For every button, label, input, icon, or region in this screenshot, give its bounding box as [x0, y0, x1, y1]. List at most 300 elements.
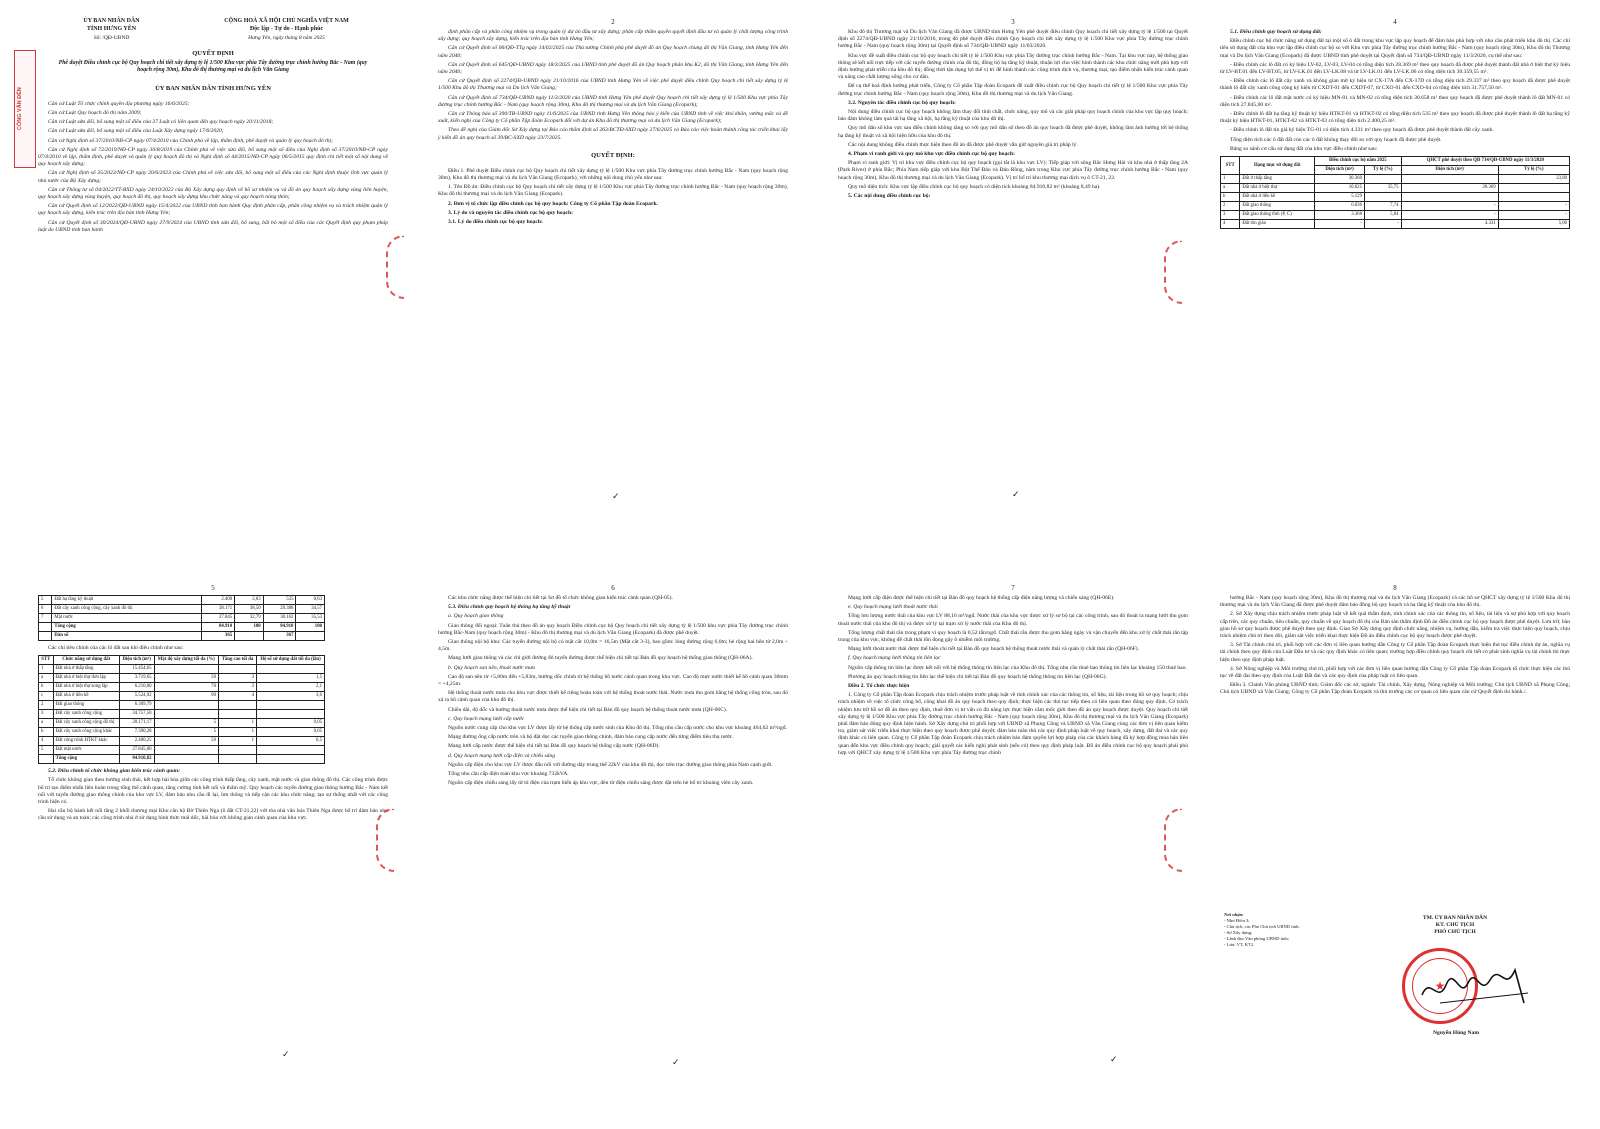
- paragraph: f. Quy hoạch mạng lưới thông tin liên lạc: [848, 655, 941, 662]
- table-row: [39, 674, 325, 683]
- article-1: [438, 168, 788, 226]
- table-cell: [39, 623, 52, 632]
- table-header: Mật độ xây dựng tối đa (%): [154, 656, 218, 665]
- table-cell: [154, 665, 218, 674]
- table-cell: 70: [154, 683, 218, 692]
- table-cell: Mặt nước: [52, 614, 202, 623]
- table-cell: 1,5: [257, 674, 325, 683]
- table-header: Tỷ lệ (%): [1364, 166, 1401, 175]
- table-cell: 34,57: [296, 605, 325, 614]
- paragraph: Căn cứ Quyết định số 734/QĐ-UBND ngày 11/3/2020 của UBND tỉnh Hưng Yên phê duyệt Quy hoạch chi tiết xây dựng tỷ lệ 1/500 Khu vực phía Tây đường trục chính hướng Bắc - Nam (quy hoạch rộng 30m), Khu đô thị thương mại và du lịch Văn Giang (Ecopark);: [438, 94, 788, 108]
- page-number: 4: [1393, 18, 1397, 26]
- table-cell: Đất nhà ở thấp tầng: [53, 665, 119, 674]
- table-cell: 27.845,00: [119, 746, 154, 755]
- table-cell: 4: [1221, 220, 1240, 229]
- table-cell: 1: [218, 737, 256, 746]
- table-cell: 7.390,28: [119, 728, 154, 737]
- table-cell: 29.388: [263, 605, 296, 614]
- paragraph: Tổ chức không gian theo hướng sinh thái, kết hợp hài hòa giữa các công trình thấp tầng, cây xanh, mặt nước và giao thông đô thị. Các công trình được bố trí tạo điểm nhấn liên hoàn trong tổng thể cảnh quan, tăng cường tính kết nối và thẩm mỹ. Quy hoạch các tuyến đường giao thông hướng Bắc - Nam kết nối với tuyến đường giao thông chính của khu vực LV, đảm bảo nhu cầu đi lại, lưu thông và tiếp cận các khu chức năng; tạo sự thống nhất với các công trình hiện có.: [38, 777, 388, 806]
- table-header: Diện tích (m²): [1401, 166, 1498, 175]
- table-header-row: [1221, 157, 1570, 166]
- table-cell: 28.369: [1401, 184, 1498, 193]
- table-header: Điều chỉnh cục bộ năm 2025: [1315, 157, 1401, 166]
- signature-block: [1380, 915, 1530, 936]
- page-number: 3: [1011, 18, 1015, 26]
- table-row: [39, 683, 325, 692]
- sign-org: TM. ỦY BAN NHÂN DÂN: [1422, 915, 1488, 921]
- table-header: Chức năng sử dụng đất: [53, 656, 119, 665]
- paragraph: Điều chỉnh cục bộ chức năng sử dụng đất tại một số ô đất trong khu vực lập quy hoạch để đảm bảo phù hợp với nhu cầu phát triển khu đô thị. Các chỉ tiêu sử dụng đất của khu vực lập điều chỉnh cục bộ so với Khu vực phía Tây đường trục chính hướng Bắc - Nam (quy hoạch rộng 30m), Khu đô thị Thương mại và Du lịch Văn Giang (Ecopark) đã được UBND tỉnh phê duyệt tại Quyết định số 734/QĐ-UBND ngày 11/3/2020, cụ thể như sau:: [1220, 38, 1570, 59]
- table-cell: a: [39, 674, 54, 683]
- table-cell: 50: [154, 674, 218, 683]
- paragraph: Căn cứ Nghị định số 72/2019/NĐ-CP ngày 30/8/2019 của Chính phủ về việc sửa đổi, bổ sung một số điều của Nghị định số 37/2010/NĐ-CP ngày 07/4/2010 về lập, thẩm định, phê duyệt và quản lý quy hoạch đô thị và Nghị định số 44/2015/NĐ-CP ngày 06/5/2015 quy định chi tiết một số nội dung về quy hoạch xây dựng;: [38, 146, 388, 168]
- table-cell: 5,06: [1498, 220, 1569, 229]
- document-page-2: [428, 12, 798, 537]
- table-cell: [218, 755, 256, 764]
- table-cell: 4: [39, 737, 54, 746]
- table-cell: 2: [39, 701, 54, 710]
- table-cell: -: [1401, 202, 1498, 211]
- table-cell: Đất mặt nước: [53, 746, 119, 755]
- paragraph: Theo đề nghị của Giám đốc Sở Xây dựng tại Báo cáo thẩm định số 263/BCTĐ-SXD ngày 27/6/2025 và Báo cáo việc hoàn thành công tác triển khai lấy ý kiến đồ án quy hoạch số 39/BC-SXD ngày 23/7/2025.: [438, 127, 788, 141]
- table-cell: 5.524,92: [119, 692, 154, 701]
- table-cell: 3: [1221, 211, 1240, 220]
- table-cell: [257, 710, 325, 719]
- table-cell: 15.454,65: [119, 665, 154, 674]
- paragraph: Căn cứ Quyết định số 12/2022/QĐ-UBND ngày 15/4/2022 của UBND tỉnh ban hành Quy định phân cấp, phân công nhiệm vụ và trách nhiệm quản lý quy hoạch xây dựng, kiến trúc trên địa bàn tỉnh Hưng Yên;: [38, 203, 388, 217]
- paragraph: Mạng đường ống cấp nước trên và bộ đặt dọc các tuyến giao thông chính, đảm bảo cung cấp nước đến từng điểm tiêu thụ nước.: [448, 734, 734, 741]
- recipient: - Chủ tịch, các Phó Chủ tịch UBND tỉnh;: [1224, 924, 1300, 929]
- paragraph: Nội dung điều chỉnh cục bộ quy hoạch không làm thay đổi tính chất, chức năng, quy mô và các giải pháp quy hoạch chính của khu vực lập quy hoạch; bảo đảm không làm quá tải hạ tầng xã hội, hạ tầng kỹ thuật của khu đô thị.: [838, 109, 1188, 123]
- table-cell: 535: [263, 596, 296, 605]
- place-date: Hưng Yên, ngày tháng 8 năm 2025: [248, 35, 325, 41]
- page-number: 7: [1011, 584, 1015, 592]
- table-cell: [154, 755, 218, 764]
- paragraph: 4. Phạm vi ranh giới và quy mô khu vực điều chỉnh cục bộ quy hoạch:: [848, 151, 1015, 158]
- paragraph: định phân cấp và phân công nhiệm vụ trong quản lý dự án đầu tư xây dựng; phân cấp thẩm quyền quyết định đầu tư và quản lý chất lượng công trình xây dựng; quy hoạch xây dựng, kiến trúc trên địa bàn tỉnh Hưng Yên;: [438, 29, 788, 43]
- table-cell: 10.025: [1315, 184, 1365, 193]
- decides-heading: QUYẾT ĐỊNH:: [591, 151, 635, 159]
- paragraph: Để cụ thể hoá định hướng phát triển, Công ty Cổ phần Tập đoàn Ecopark đề xuất điều chỉnh cục bộ Quy hoạch chi tiết tỷ lệ 1/500 Khu vực phía Tây đường trục chính hướng Bắc - Nam (quy hoạch rộng 30m), Khu đô thị thương mại và du lịch Văn Giang.: [838, 83, 1188, 97]
- table-cell: 2: [1221, 202, 1240, 211]
- table-cell: [1364, 193, 1401, 202]
- table-header-row: [39, 656, 325, 665]
- legal-basis-cont: [438, 29, 788, 142]
- table-cell: a: [1221, 184, 1240, 193]
- table-cell: 30.162: [263, 614, 296, 623]
- table-cell: 367: [263, 632, 296, 641]
- star-icon: ★: [1412, 958, 1468, 1014]
- table-row: [39, 596, 325, 605]
- table-cell: 7: [39, 614, 52, 623]
- table-cell: Đất nhà ở liền kề: [53, 692, 119, 701]
- paragraph: Giao thông nội bộ khu: Các tuyến đường nội bộ có mặt cắt 10,0m = 16,5m (Mặt cắt 3-3), bao gồm: lòng đường rộng 6,0m; hè rộng hai bên từ 2,0m ÷ 4,5m.: [438, 639, 788, 653]
- table-cell: 6: [39, 605, 52, 614]
- table-cell: 2,83: [235, 596, 263, 605]
- table-cell: 6.210,00: [119, 683, 154, 692]
- table-cell: 4.331: [1401, 220, 1498, 229]
- table-cell: 0,63: [296, 596, 325, 605]
- table-cell: 38.171: [202, 605, 235, 614]
- document-title: QUYẾT ĐỊNH: [192, 50, 234, 57]
- table-row: [39, 665, 325, 674]
- paragraph: 5.3. Điều chỉnh quy hoạch hệ thống hạ tầng kỹ thuật: [448, 604, 571, 611]
- table-cell: 365: [202, 632, 235, 641]
- table-cell: Đất cây xanh công cộng, cây xanh đô thị: [52, 605, 202, 614]
- table-cell: [257, 746, 325, 755]
- table-cell: 5: [154, 719, 218, 728]
- table-cell: 0,05: [257, 719, 325, 728]
- signer-name: Nguyễn Hùng Nam: [1432, 1030, 1479, 1036]
- initial-mark-icon: ✓: [612, 492, 620, 502]
- paragraph: Chiều dài, độ dốc và hướng thoát nước mưa được thể hiện chi tiết tại Bản đồ quy hoạch hệ thống thoát nước mưa (QH-06C).: [448, 706, 728, 713]
- paragraph: Giao thông đối ngoại: Tuân thủ theo đồ án quy hoạch Điều chỉnh cục bộ Quy hoạch chi tiết xây dựng tỷ lệ 1/500 khu vực phía Tây đường trục chính hướng Bắc-Nam (quy hoạch rộng 30m) - Khu đô thị thương mại và du lịch Văn Giang (Ecopark) đã được phê duyệt.: [438, 622, 788, 636]
- table-cell: [39, 632, 52, 641]
- paragraph: Các nội dung không điều chỉnh thực hiện theo đồ án đã được phê duyệt vẫn giữ nguyên giá trị pháp lý.: [848, 141, 1078, 148]
- paragraph: Căn cứ Luật Quy hoạch đô thị năm 2009;: [48, 110, 142, 117]
- page-body: [1220, 29, 1570, 153]
- table-cell: 5: [154, 728, 218, 737]
- document-page-6: [428, 578, 798, 1103]
- table-row: [1221, 211, 1570, 220]
- paragraph: Căn cứ Nghị định số 37/2010/NĐ-CP ngày 07/4/2010 của Chính phủ về lập, thẩm định, phê duyệt và quản lý quy hoạch đô thị;: [48, 137, 333, 144]
- table-cell: 5: [39, 746, 54, 755]
- table-cell: Đất cây xanh công cộng: [53, 710, 119, 719]
- table-header: Tỷ lệ (%): [1498, 166, 1569, 175]
- paragraph: Căn cứ Quyết định số 645/QĐ-UBND ngày 18/3/2025 của UBND tỉnh phê duyệt đồ án Quy hoạch phân khu K2, đô thị Văn Giang, tỉnh Hưng Yên đến năm 2040;: [438, 61, 788, 76]
- table-row: [39, 728, 325, 737]
- table-cell: [218, 665, 256, 674]
- table-cell: 34.757,50: [119, 710, 154, 719]
- table-cell: 90: [154, 692, 218, 701]
- paragraph: 3.1. Lý do điều chỉnh cục bộ quy hoạch:: [448, 219, 543, 226]
- table-row: [1221, 175, 1570, 184]
- paragraph: - Điều chỉnh lô đất tín giá ký hiệu TG-01 có diện tích 4.331 m² theo quy hoạch đã được phê duyệt thành đất cây xanh.: [1230, 127, 1494, 134]
- national-motto: CỘNG HOÀ XÃ HỘI CHỦ NGHĨA VIỆT NAM Độc lập - Tự do - Hạnh phúc: [224, 18, 349, 32]
- document-page-5: [28, 578, 398, 1103]
- table-cell: Tổng cộng: [53, 755, 119, 764]
- table-cell: [39, 755, 54, 764]
- table-row: [39, 746, 325, 755]
- table-cell: 3: [218, 683, 256, 692]
- table-cell: [257, 665, 325, 674]
- table-cell: [257, 755, 325, 764]
- lot-indicators-table: [38, 655, 325, 764]
- paragraph: 1. Tên Đồ án: Điều chỉnh cục bộ Quy hoạch chi tiết xây dựng tỷ lệ 1/500 Khu vực phía Tây đường trục chính hướng Bắc - Nam (quy hoạch rộng 30m), Khu đô thị thương mại và du lịch Văn Giang (Ecopark).: [438, 184, 788, 198]
- recipient: - Lưu: VT, KT2.: [1224, 942, 1255, 947]
- table-cell: 84.910,82: [119, 755, 154, 764]
- table-intro: Các chỉ tiêu chính của các lô đất sau khi điều chỉnh như sau:: [48, 645, 184, 651]
- table-cell: Đất ở thấp tầng: [1240, 175, 1315, 184]
- paragraph: Phương án quy hoạch thông tin liên lạc thể hiện chi tiết tại Bản đồ quy hoạch hệ thống thông tin liên lạc (QH-06G).: [848, 673, 1107, 680]
- paragraph: - Điều chỉnh các lô đất mặt nước có ký hiệu MN-01 và MN-02 có tổng diện tích 30.658 m² theo quy hoạch đã được phê duyệt thành lô đất MN-01 có diện tích 27.845,00 m².: [1220, 94, 1570, 108]
- paragraph: 1. Công ty Cổ phần Tập đoàn Ecopark chịu trách nhiệm trước pháp luật về tính chính xác của các thông tin, số liệu, tài liệu trong hồ sơ quy hoạch; chịu trách nhiệm về việc tổ chức công bố, công khai đồ án quy hoạch theo quy định; thực hiện các thủ tục tiếp theo có liên quan theo đúng quy định. Có trách nhiệm lưu trữ hồ sơ đồ án theo quy định, thuê đơn vị tư vấn có đủ năng lực thực hiện cắm mốc giới theo đồ án quy hoạch được duyệt. Quy hoạch chi tiết xây dựng tỷ lệ 1/500 Khu vực phía Tây đường trục chính hướng Bắc - Nam (quy hoạch rộng 30m), Khu đô thị thương mại và du lịch Văn Giang (Ecopark) phải đảm bảo đúng quy định hiện hành. Sở Xây dựng chủ trì phối hợp với UBND xã Phụng Công và UBND xã Văn Giang cùng các đơn vị liên quan kiểm tra, giám sát việc triển khai thực hiện theo quy hoạch được phê duyệt; đảm bảo tuân thủ các quy định pháp luật về quy hoạch, xây dựng, đất đai và các quy định khác có liên quan. Công ty Cổ phần Tập đoàn Ecopark chịu trách nhiệm bảo đảm quyền lợi hợp pháp của các khách hàng đã ký hợp đồng mua bán liên quan đến khu vực điều chỉnh quy hoạch; giải quyết các kiến nghị phát sinh (nếu có) theo quy định pháp luật. Đồ án điều chỉnh cục bộ quy hoạch phải phù hợp với QHCT xây dựng tỷ lệ 1/500 Khu vực phía Tây đường trục chính: [838, 692, 1188, 756]
- paragraph: Hệ thống thoát nước mưa cho khu vực được thiết kế riêng hoàn toàn với hệ thống thoát nước thải. Nước mưa thu gom bằng hệ thống cống tròn, sau đó xả ra hồ cảnh quan của khu đô thị.: [438, 690, 788, 704]
- table-cell: 23,80: [1498, 175, 1569, 184]
- table-cell: Đất giao thông: [53, 701, 119, 710]
- recipient: - Lãnh đạo Văn phòng UBND tỉnh;: [1224, 936, 1289, 941]
- table-cell: [1401, 175, 1498, 184]
- table-row: [39, 755, 325, 764]
- table-cell: [218, 710, 256, 719]
- table-cell: -: [1364, 220, 1401, 229]
- table-cell: Đất giao thông: [1240, 202, 1315, 211]
- paragraph: 5. Các nội dung điều chỉnh cục bộ:: [848, 193, 931, 200]
- table-cell: Đất tôn giáo: [1240, 220, 1315, 229]
- paragraph: 3. Sở Tài chính chủ trì, phối hợp với các đơn vị liên quan hướng dẫn Công ty Cổ phần Tập đoàn Ecopark thực hiện thủ tục điều chỉnh dự án, nghĩa vụ tài chính theo quy định của Luật Đầu tư và các quy định khác có liên quan; trường hợp điều chỉnh quy hoạch chi tiết có phát sinh nghĩa vụ tài chính thì thực hiện theo quy định pháp luật.: [1220, 642, 1570, 663]
- doc-meta: [38, 35, 388, 42]
- page-body: [38, 768, 388, 822]
- paragraph: Tổng lưu lượng nước thải của khu vực LV 88,16 m³/ngđ. Nước thải của khu vực được xử lý sơ bộ tại các công trình, sau đó thoát ra mạng lưới thu gom thoát nước thải của khu đô thị và được xử lý tại trạm xử lý nước thải của Khu đô thị.: [838, 613, 1188, 627]
- paragraph: Căn cứ Luật sửa đổi, bổ sung một số điều của Luật Xây dựng ngày 17/6/2020;: [48, 128, 224, 135]
- paragraph: Quy mô dân số khu vực sau điều chỉnh không tăng so với quy mô dân số theo đồ án quy hoạch đã được phê duyệt, không làm ảnh hưởng tới hệ thống hạ tầng kỹ thuật và xã hội hiện hữu của khu đô thị.: [838, 125, 1188, 139]
- table-header: QHCT phê duyệt theo QĐ 734/QĐ-UBND ngày 11/3/2020: [1401, 157, 1569, 166]
- table-row: [1221, 202, 1570, 211]
- paragraph: d. Quy hoạch mạng lưới cấp điện và chiếu sáng: [448, 752, 556, 759]
- table-cell: [1498, 184, 1569, 193]
- page-seal-icon: [1164, 808, 1182, 872]
- page-seal-icon: [1164, 240, 1182, 304]
- table-cell: 5: [39, 596, 52, 605]
- table-row: [1221, 220, 1570, 229]
- table-row: [1221, 184, 1570, 193]
- paragraph: Mạng lưới thoát nước thải được thể hiện chi tiết tại Bản đồ quy hoạch hệ thống thoát nước thải và quản lý chất thải rắn (QH-06F).: [848, 646, 1139, 653]
- initial-mark-icon: ✓: [1110, 1055, 1118, 1065]
- table-row: [39, 701, 325, 710]
- table-cell: b: [1221, 193, 1240, 202]
- paragraph: hướng Bắc - Nam (quy hoạch rộng 30m), Khu đô thị thương mại và du lịch Văn Giang (Ecopark) và các hồ sơ QHCT xây dựng tỷ lệ 1/500 Khu đô thị thương mại và du lịch Văn Giang đã được phê duyệt đảm bảo đồng bộ quy hoạch và hạ tầng kỹ thuật của khu đô thị.: [1220, 595, 1570, 609]
- table-cell: 35,53: [296, 614, 325, 623]
- table-cell: [218, 746, 256, 755]
- page-seal-icon: [386, 235, 404, 299]
- table-row: [39, 623, 325, 632]
- paragraph: Mạng lưới cấp nước được thể hiện chi tiết tại Bản đồ quy hoạch hệ thống cấp nước (QH-06D).: [448, 743, 660, 750]
- table-cell: Đất nhà ở liền kề: [1240, 193, 1315, 202]
- table-cell: b: [39, 683, 54, 692]
- table-cell: 1: [39, 665, 54, 674]
- paragraph: Tổng lượng chất thải rắn trong phạm vi quy hoạch là 0,52 tấn/ngđ. Chất thải rắn được thu gom hằng ngày và vận chuyển đến khu xử lý chất thải rắn tập trung của khu vực, không để chất thải tồn đọng gây ô nhiễm môi trường.: [838, 629, 1188, 644]
- table-cell: Dân số: [52, 632, 202, 641]
- table-cell: [154, 746, 218, 755]
- paragraph: a. Quy hoạch giao thông: [448, 613, 504, 620]
- table-cell: 3: [39, 710, 54, 719]
- table-row: [39, 710, 325, 719]
- table-row: [39, 719, 325, 728]
- paragraph: Nguồn cấp điện chiếu sáng lấy từ tủ điện của trạm biến áp khu vực, đèn từ điện chiếu sáng được đặt trên hè bố trí khoảng viên cây xanh.: [448, 780, 754, 787]
- handwritten-signature-icon: [1420, 955, 1530, 1015]
- document-subtitle: Phê duyệt Điều chỉnh cục bộ Quy hoạch chi tiết xây dựng tỷ lệ 1/500 Khu vực phía Tây đường trục chính hướng Bắc - Nam (quy hoạch rộng 30m), Khu đô thị thương mại và du lịch Văn Giang: [58, 60, 368, 74]
- table-cell: 1: [218, 719, 256, 728]
- paragraph: Nguồn nước cung cấp cho khu vực LV được lấy từ hệ thống cấp nước sinh của Khu đô thị. Tổng nhu cầu cấp nước cho khu vực khoảng 464,62 m³/ngđ.: [448, 725, 787, 732]
- table-header: Hạng mục sử dụng đất: [1240, 157, 1315, 175]
- table-cell: 4: [218, 692, 256, 701]
- table-cell: 35,75: [1364, 184, 1401, 193]
- table-cell: 30.360: [1315, 175, 1365, 184]
- table-cell: -: [1498, 202, 1569, 211]
- table-cell: 6.036: [1315, 202, 1365, 211]
- land-use-comparison-table: [1220, 156, 1570, 229]
- table-cell: 5.129: [1315, 193, 1365, 202]
- paragraph: Nguồn cấp điện cho khu vực LV được đấu nối với đường dây trung thế 22kV của khu đô thị, dọc trên trục đường giao thông phía Nam cạnh giới.: [448, 761, 773, 768]
- table-cell: [235, 632, 263, 641]
- paragraph: 5.2. Điều chỉnh tổ chức không gian kiến trúc cảnh quan:: [48, 768, 181, 775]
- table-cell: Đất nhà ở biệt thự: [1240, 184, 1315, 193]
- paragraph: Nguồn cấp thông tin liên lạc được kết nối với hệ thống thông tin liên lạc của Khu đô thị. Tổng nhu cầu thuê bao thông tin liên lạc khoảng 150 thuê bao.: [848, 664, 1187, 671]
- document-page-1: [28, 12, 398, 537]
- table-cell: 2.400: [202, 596, 235, 605]
- table-cell: a: [39, 719, 54, 728]
- paragraph: 5.1. Điều chỉnh quy hoạch sử dụng đất:: [1230, 29, 1322, 35]
- paragraph: Khu vực đề xuất điều chỉnh cục bộ quy hoạch chi tiết tỷ lệ 1/500 Khu vực phía Tây đường trục chính hướng Bắc - Nam. Tại khu vực này, hệ thống giao thông sẽ kết nối trực tiếp với các tuyến đường chính của đô thị, đồng bộ hạ tầng kỹ thuật, thuận lợi cho việc hình thành các khu chức năng mới phù hợp với định hướng phát triển của khu đô thị; đồng thời tận dụng lợi thế vị trí để hình thành các công trình dịch vụ, thương mại, tạo điểm nhấn kiến trúc cảnh quan và nâng cao chất lượng sống cho cư dân.: [838, 52, 1188, 81]
- table-cell: Đất nhà ở biệt thự đơn lập: [53, 674, 119, 683]
- table-cell: 2.400,25: [119, 737, 154, 746]
- paragraph: Các khu chức năng được thể hiện chi tiết tại Sơ đồ tổ chức không gian kiến trúc cảnh quan (QH-05).: [448, 595, 673, 601]
- table-cell: 3.719,65: [119, 674, 154, 683]
- paragraph: b. Quy hoạch san nền, thoát nước mưa: [448, 664, 535, 671]
- paragraph: Hai cầu bộ hành kết nối tầng 2 khối thương mại Khu căn hộ Bờ Thiên Nga (ô đất CT-21,22) với tòa nhà văn hóa Thiên Nga được bố trí đảm bảo nhu cầu sử dụng và an toàn; các công trình nhà ở sử dụng hình thức mái dốc, hài hòa với không gian cảnh quan của khu vực.: [38, 808, 388, 822]
- page-body: [838, 29, 1188, 200]
- table-cell: 6.369,79: [119, 701, 154, 710]
- paragraph: Khu đô thị Thương mại và Du lịch Văn Giang đã được UBND tỉnh Hưng Yên phê duyệt điều chỉnh Quy hoạch chi tiết xây dựng tỷ lệ 1/500 tại Quyết định số 2274/QĐ-UBND ngày 21/10/2016, trong đó phê duyệt điều chỉnh Quy hoạch chi tiết xây dựng tỷ lệ 1/500 Khu vực phía Tây đường trục chính hướng Bắc - Nam (quy hoạch rộng 30m) tại Quyết định số 734/QĐ-UBND ngày 11/03/2020.: [838, 29, 1188, 50]
- initial-mark-icon: ✓: [1012, 490, 1020, 500]
- page-header: [38, 18, 388, 33]
- paragraph: Căn cứ Thông báo số 390/TB-UBND ngày 11/6/2025 của UBND tỉnh Hưng Yên thông báo ý kiến của UBND tỉnh về việc khó khăn, vướng mắc và đề xuất, kiến nghị của Công ty Cổ phần Tập đoàn Ecopark đối với dự án Khu đô thị thương mại và du lịch Văn Giang (Ecopark);: [438, 111, 788, 125]
- paragraph: - Điều chỉnh các lô đất cây xanh và không gian mở ký hiệu từ CX-17A đến CX-17D có tổng diện tích 29.337 m² theo quy hoạch đã được phê duyệt thành lô đất cây xanh công cộng ký hiệu từ CXDT-01 đến CXDT-07, từ CXO-01 đến CXO-04 có tổng diện tích 31.757,50 m².: [1220, 78, 1570, 92]
- paragraph: 4. Sở Nông nghiệp và Môi trường chủ trì, phối hợp với các đơn vị liên quan hướng dẫn Công ty Cổ phần Tập đoàn Ecopark tổ chức thực hiện các thủ tục về đất đai theo quy định của Luật Đất đai và các quy định của pháp luật có liên quan.: [1220, 665, 1570, 680]
- table-row: [39, 692, 325, 701]
- table-cell: 0,5: [257, 737, 325, 746]
- table-cell: 5,84: [1364, 211, 1401, 220]
- land-use-comparison-table-cont: [38, 595, 325, 641]
- paragraph: c. Quy hoạch mạng lưới cấp nước: [448, 715, 525, 722]
- paragraph: Điều 3. Chánh Văn phòng UBND tỉnh; Giám đốc các sở, ngành: Tài chính, Xây dựng, Nông nghiệp và Môi trường; Chủ tịch UBND xã Phụng Công; Chủ tịch UBND xã Văn Giang; Công ty Cổ phần Tập đoàn Ecopark và thủ trưởng các cơ quan có liên quan căn cứ Quyết định thi hành./.: [1220, 682, 1570, 696]
- table-header: Diện tích (m²): [119, 656, 154, 665]
- page-seal-icon: [376, 808, 394, 872]
- page-body: [1220, 595, 1570, 697]
- initial-mark-icon: ✓: [282, 1050, 290, 1060]
- table-row: [39, 605, 325, 614]
- table-cell: Đất giao thông tĩnh (P, C): [1240, 211, 1315, 220]
- recipients-title: Nơi nhận:: [1224, 912, 1244, 917]
- table-header: Diện tích (m²): [1315, 166, 1365, 175]
- paragraph: Căn cứ Luật Tổ chức chính quyền địa phương ngày 16/6/2025;: [48, 100, 190, 107]
- table-cell: c: [39, 692, 54, 701]
- paragraph: Tổng diện tích các ô đất đất còn các ô đất không thay đổi so với quy hoạch đã được phê duyệt.: [1230, 136, 1442, 143]
- paragraph: Căn cứ Nghị định số 35/2023/NĐ-CP ngày 20/6/2023 của Chính phủ về việc sửa đổi, bổ sung một số điều của các Nghị định thuộc lĩnh vực quản lý nhà nước của Bộ Xây dựng;: [38, 170, 388, 184]
- table-row: [1221, 193, 1570, 202]
- table-cell: [154, 701, 218, 710]
- paragraph: Điều 1. Phê duyệt Điều chỉnh cục bộ Quy hoạch chi tiết xây dựng tỷ lệ 1/500 Khu vực phía Tây đường trục chính hướng Bắc - Nam (quy hoạch rộng 30m), Khu đô thị thương mại và du lịch Văn Giang (Ecopark), với những nội dung chủ yếu như sau:: [438, 167, 788, 182]
- table-cell: [218, 701, 256, 710]
- paragraph: Cao độ san nền từ +5,80m đến +5,83m, hướng dốc chính từ hệ thống hồ nước cảnh quan trong khu vực. Cao độ mực nước thiết kế hồ cảnh quan 30mm = +4,25m.: [438, 673, 788, 688]
- legal-basis: [38, 101, 388, 234]
- table-cell: 100: [296, 623, 325, 632]
- table-cell: 100: [235, 623, 263, 632]
- table-row: [39, 632, 325, 641]
- paragraph: Căn cứ Quyết định số 30/2024/QĐ-UBND ngày 27/9/2024 của UBND tỉnh sửa đổi, bổ sung, bãi bỏ một số điều của các Quyết định quy phạm pháp luật do UBND tỉnh ban hành: [38, 219, 388, 233]
- document-page-4: [1210, 12, 1580, 537]
- paragraph: Quy mô diện tích: Khu vực lập điều chỉnh cục bộ quy hoạch có diện tích khoảng 84.910,82 m² (khoảng 8,49 ha).: [848, 183, 1101, 190]
- paragraph: Căn cứ Quyết định số 06/QĐ-TTg ngày 14/02/2025 của Thủ tướng Chính phủ phê duyệt đồ án Quy hoạch chung đô thị Văn Giang, tỉnh Hưng Yên đến năm 2040;: [438, 45, 788, 59]
- table-cell: 27.845: [202, 614, 235, 623]
- paragraph: Tổng nhu cầu cấp điện toàn khu vực khoảng 732kVA.: [448, 771, 569, 778]
- paragraph: 2. Đơn vị tổ chức lập điều chỉnh cục bộ quy hoạch: Công ty Cổ phần Tập đoàn Ecopark.: [448, 200, 658, 207]
- table-cell: 0,05: [257, 728, 325, 737]
- recipient: - Như Điều 3;: [1224, 918, 1250, 923]
- table-cell: 32,79: [235, 614, 263, 623]
- table-cell: [1498, 193, 1569, 202]
- table-cell: 84.910: [263, 623, 296, 632]
- sign-role: PHÓ CHỦ TỊCH: [1434, 929, 1476, 935]
- paragraph: Bảng so sánh cơ cấu sử dụng đất của khu vực điều chỉnh như sau:: [1230, 145, 1378, 152]
- paragraph: e. Quy hoạch mạng lưới thoát nước thải: [848, 604, 938, 611]
- table-cell: Tổng cộng: [52, 623, 202, 632]
- table-cell: 38,50: [235, 605, 263, 614]
- sign-kt: KT. CHỦ TỊCH: [1435, 922, 1475, 928]
- table-cell: 20.171,17: [119, 719, 154, 728]
- paragraph: Căn cứ Luật sửa đổi, bổ sung một số điều của 37 Luật có liên quan đến quy hoạch ngày 20/11/2018;: [48, 119, 274, 126]
- table-row: [39, 737, 325, 746]
- page-body: [438, 595, 788, 787]
- table-cell: 84.910: [202, 623, 235, 632]
- arrival-stamp: CÔNG VĂN ĐẾN: [14, 50, 36, 168]
- paragraph: Mạng lưới cấp điện được thể hiện chi tiết tại Bản đồ quy hoạch hệ thống cấp điện năng lượng và chiếu sáng (QH-06E).: [848, 595, 1115, 601]
- table-cell: 7,74: [1364, 202, 1401, 211]
- table-cell: Đất cây xanh công cộng đô thị: [53, 719, 119, 728]
- table-cell: [296, 632, 325, 641]
- paragraph: Mạng lưới giao thông và các chỉ giới đường đỏ tuyến đường được thể hiện chi tiết tại Bản đồ quy hoạch hệ thống giao thông (QH-06A).: [448, 655, 753, 662]
- table-cell: [1364, 175, 1401, 184]
- document-page-8: [1210, 578, 1580, 1103]
- document-page-3: [828, 12, 1198, 537]
- table-cell: -: [1315, 220, 1365, 229]
- table-header: STT: [39, 656, 54, 665]
- table-cell: Đất hạ tầng kỹ thuật: [52, 596, 202, 605]
- paragraph: 3.2. Nguyên tắc điều chỉnh cục bộ quy hoạch:: [848, 99, 956, 106]
- paragraph: - Điều chỉnh các lô đất có ký hiệu LV-02, LV-03, LV-04 có tổng diện tích 28.369 m² theo quy hoạch đã được phê duyệt thành đất nhà ở biệt thự ký hiệu từ LV-BT.01 đến LV-BT.05, từ LV-LK.01 đến LV-LK.08 và từ LV-LK.01 đến LV-LK.06 có tổng diện tích 30.359,55 m².: [1220, 61, 1570, 76]
- page-number: 8: [1393, 584, 1397, 592]
- table-cell: 3,6: [257, 692, 325, 701]
- recipients-list: [1224, 912, 1364, 948]
- table-cell: -: [1401, 211, 1498, 220]
- paragraph: Điều 2. Tổ chức thực hiện: [848, 683, 910, 690]
- table-cell: b: [39, 728, 54, 737]
- paragraph: Phạm vi ranh giới: Vị trí khu vực điều chỉnh cục bộ quy hoạch (gọi tắt là khu vực LV): Tiếp giáp với sông Bắc Hưng Hải và khu nhà ở thấp tầng 2A (Park River) ở phía Bắc; Phía Nam tiếp giáp với khu Bột Thế Đảo và Đảo Rồng, nằm trong Khu vực phía Tây đường trục chính hướng Bắc - Nam (quy hoạch rộng 30m), Khu đô thị thương mại và du lịch Văn Giang (Ecopark). Vị trí bố trí khu thương mại dịch vụ ô CT-21, 22.: [838, 160, 1188, 181]
- initial-mark-icon: ✓: [672, 1058, 680, 1068]
- paragraph: 2. Sở Xây dựng chịu trách nhiệm trước pháp luật về kết quả thẩm định, tính chính xác của các thông tin, số liệu, tài liệu và sự phù hợp với quy hoạch cấp trên, các quy chuẩn, tiêu chuẩn, quy chuẩn về quy hoạch đô thị của Bản sản thẩm định Đồ án điều chỉnh cục bộ quy hoạch được phê duyệt. Lưu trữ, bàn giao hồ sơ quy hoạch được phê duyệt theo quy định. Giao Sở Xây dựng quy định chức năng, nhiệm vụ, hướng dẫn, kiểm tra việc thực hiện quy hoạch, chịu trách nhiệm chủ trì theo dõi, giám sát việc triển khai thực hiện Đồ án điều chỉnh cục bộ quy hoạch được phê duyệt.: [1220, 611, 1570, 640]
- page-number: 2: [611, 18, 615, 26]
- document-number: Số: /QĐ-UBND: [93, 35, 130, 41]
- table-header: Hệ số sử dụng đất tối đa (lần): [257, 656, 325, 665]
- table-header: STT: [1221, 157, 1240, 175]
- page-number: 6: [611, 584, 615, 592]
- table-cell: -: [1498, 211, 1569, 220]
- document-page-7: [828, 578, 1198, 1103]
- paragraph: - Điều chỉnh lô đất hạ tầng kỹ thuật ký hiệu HTKT-01 và HTKT-02 có tổng diện tích 535 m² theo quy hoạch đã được phê duyệt thành lô đất hạ tầng kỹ thuật ký hiệu HTKT-01, HTKT-02 và HTKT-03 có tổng diện tích 2.400,25 m².: [1220, 111, 1570, 125]
- table-cell: [154, 710, 218, 719]
- table-cell: 3: [218, 674, 256, 683]
- table-cell: Đất nhà ở biệt thự song lập: [53, 683, 119, 692]
- page-body: [838, 595, 1188, 757]
- table-cell: 2,1: [257, 683, 325, 692]
- table-cell: 3.368: [1315, 211, 1365, 220]
- table-cell: Đất cây xanh công cộng khác: [53, 728, 119, 737]
- table-header: Tầng cao tối đa: [218, 656, 256, 665]
- paragraph: Căn cứ Quyết định số 2274/QĐ-UBND ngày 21/10/2016 của UBND tỉnh Hưng Yên về việc phê duyệt điều chỉnh Quy hoạch chi tiết xây dựng tỷ lệ 1/500 Khu đô thị Thương mại và Du lịch Văn Giang;: [438, 78, 788, 92]
- page-number: 5: [211, 584, 215, 592]
- table-cell: 1: [218, 728, 256, 737]
- authority-heading: ỦY BAN NHÂN DÂN TỈNH HƯNG YÊN: [155, 84, 271, 92]
